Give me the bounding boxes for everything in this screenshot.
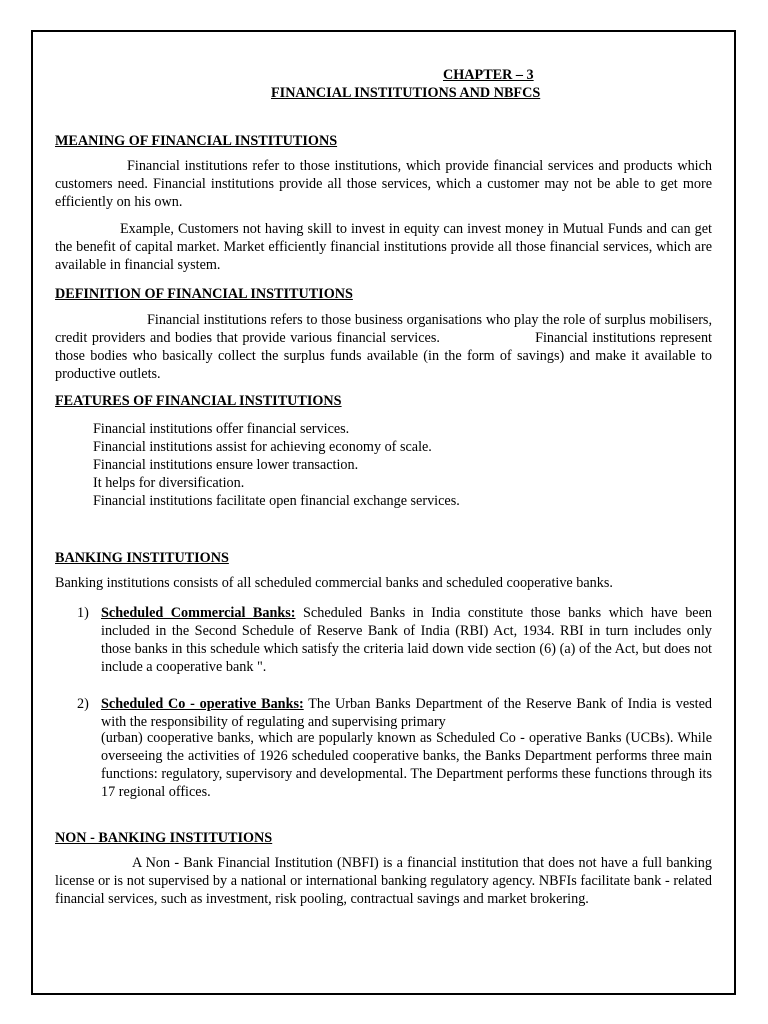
list-item: Financial institutions ensure lower transaction. (93, 457, 359, 473)
banking-item-2-number: 2) (77, 696, 89, 712)
banking-heading: BANKING INSTITUTIONS (55, 550, 229, 566)
meaning-heading: MEANING OF FINANCIAL INSTITUTIONS (55, 133, 338, 149)
banking-intro: Banking institutions consists of all scheduled commercial banks and scheduled cooperative banks. (55, 575, 613, 591)
nonbanking-paragraph: A Non - Bank Financial Institution (NBFI) is a financial institution that does not have a full banking license or is not supervised by a national or international banking regulatory agency. NBFIs facilitate bank - related financial services, such as investment, risk pooling, contractual savings and market brokering. (55, 855, 712, 907)
chapter-number: CHAPTER – 3 (443, 67, 534, 83)
definition-heading: DEFINITION OF FINANCIAL INSTITUTIONS (55, 286, 353, 302)
banking-item-1: Scheduled Commercial Banks: Scheduled Banks in India constitute those banks which have been included in the Second Schedule of Reserve Bank of India (RBI) Act, 1934. RBI in turn includes only those banks in this schedule which satisfy the criteria laid down vide section (6) (a) of the Act, but does not include a cooperative bank ". (101, 605, 712, 675)
nonbanking-heading: NON - BANKING INSTITUTIONS (55, 830, 273, 846)
meaning-paragraph-2: Example, Customers not having skill to invest in equity can invest money in Mutual Funds and can get the benefit of capital market. Market efficiently financial institutions provide all those financial services, which are available in financial system. (55, 221, 712, 273)
banking-item-2-continued: (urban) cooperative banks, which are popularly known as Scheduled Co - operative Banks (UCBs). While overseeing the activities of 1926 scheduled cooperative banks, the Banks Department performs three main functions: regulatory, supervisory and developmental. The Department performs these functions through its 17 regional offices. (101, 730, 712, 800)
banking-item-2: Scheduled Co - operative Banks: The Urban Banks Department of the Reserve Bank of India is vested with the responsibility of regulating and supervising primary (101, 696, 712, 730)
banking-item-1-label: Scheduled Commercial Banks: (101, 605, 296, 621)
list-item: Financial institutions assist for achieving economy of scale. (93, 439, 432, 455)
features-heading: FEATURES OF FINANCIAL INSTITUTIONS (55, 393, 342, 409)
chapter-title: FINANCIAL INSTITUTIONS AND NBFCS (271, 85, 541, 101)
list-item: It helps for diversification. (93, 475, 245, 491)
features-list (93, 420, 460, 510)
list-item: Financial institutions facilitate open financial exchange services. (93, 493, 460, 509)
banking-item-1-number: 1) (77, 605, 89, 621)
banking-item-2-label: Scheduled Co - operative Banks: (101, 696, 304, 712)
list-item: Financial institutions offer financial services. (93, 421, 350, 437)
meaning-paragraph-1: Financial institutions refer to those institutions, which provide financial services and products which customers need. Financial institutions provide all those services, which a customer may not be able to get more efficiently on his own. (55, 158, 712, 210)
definition-paragraph: Financial institutions refers to those business organisations who play the role of surplus mobilisers, credit providers and bodies that provide various financial services. Financial institutions represent those bodies who basically collect the surplus funds available (in the form of savings) and make it available to productive outlets. (55, 312, 716, 382)
